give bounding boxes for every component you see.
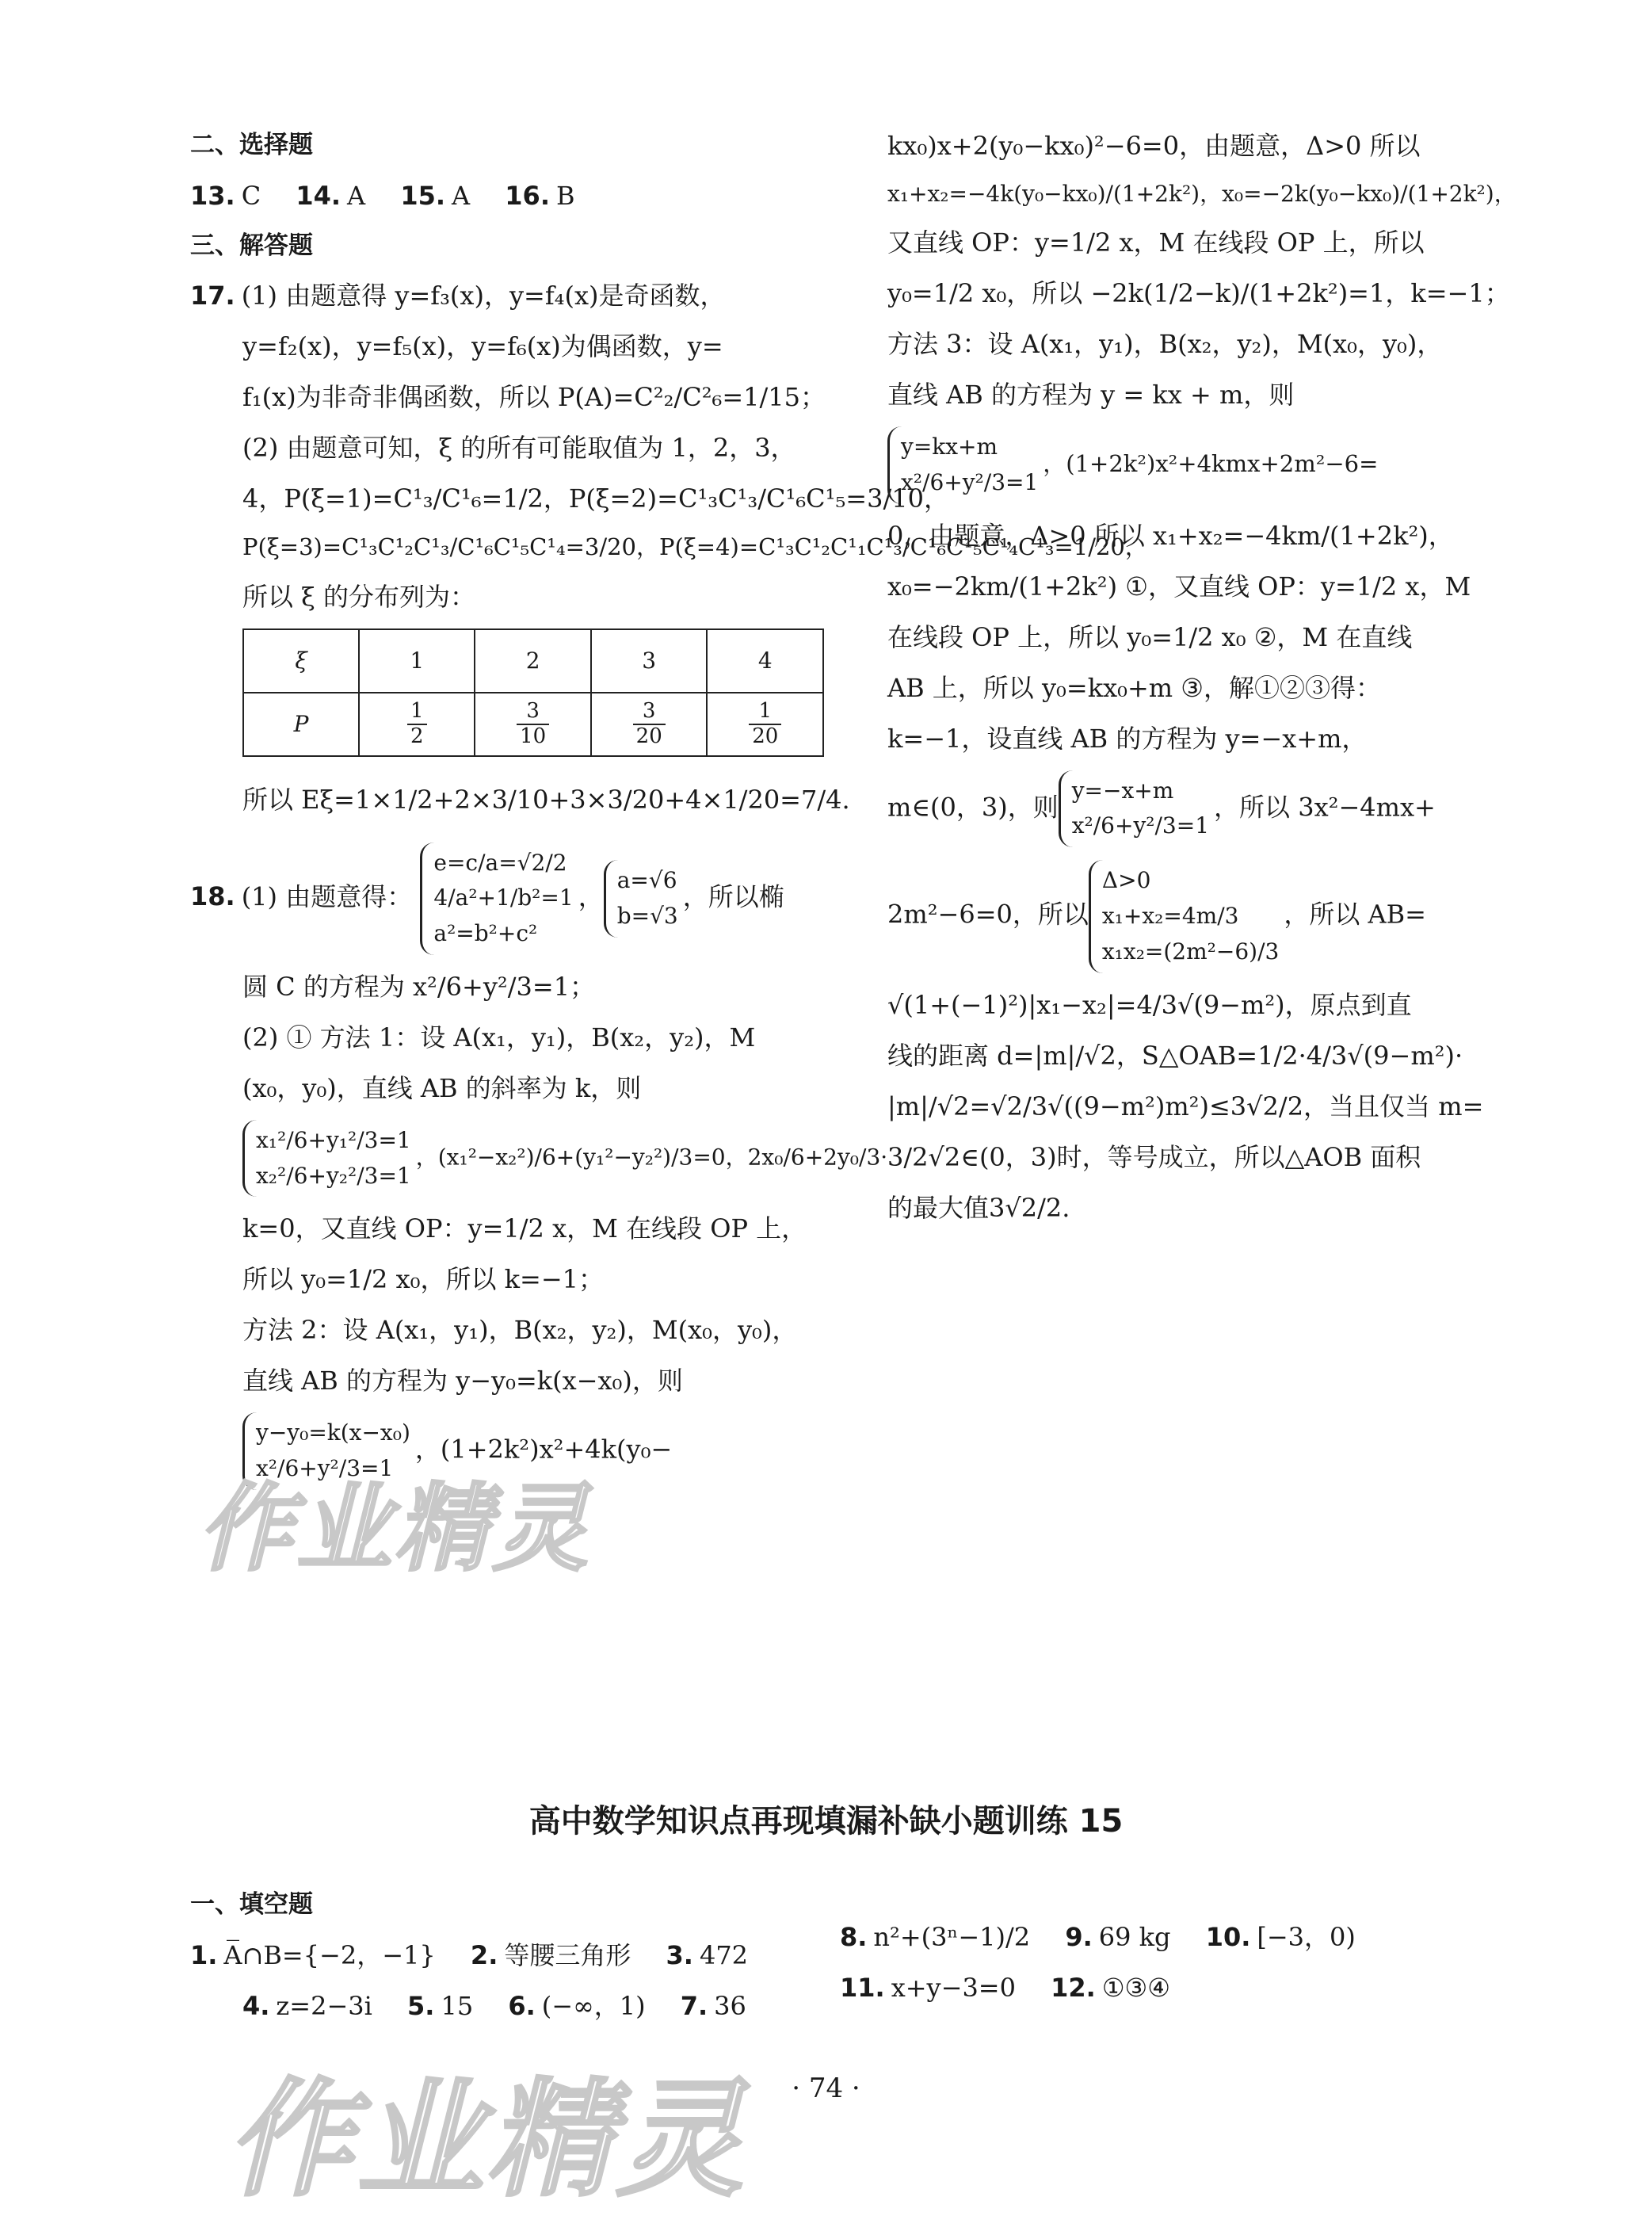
equation-system xyxy=(242,1120,411,1198)
denominator: 20 xyxy=(635,724,662,748)
q17-line: 所以 ξ 的分布列为： xyxy=(242,581,475,612)
right-line: 又直线 OP：y=1/2 x，M 在线段 OP 上，所以 xyxy=(887,227,1425,258)
equation: x₁²/6+y₁²/3=1 xyxy=(256,1126,411,1153)
equation: y−y₀=k(x−x₀) xyxy=(256,1419,410,1446)
answer-value: A̅∩B={−2，−1} xyxy=(223,1939,436,1970)
right-line: 0，由题意，Δ>0 所以 x₁+x₂=−4km/(1+2k²)， xyxy=(887,520,1454,551)
answer-number: 7. xyxy=(680,1990,708,2021)
q18-number: 18. xyxy=(190,881,235,912)
right-line: 线的距离 d=|m|/√2，S△OAB=1/2·4/3√(9−m²)· xyxy=(887,1040,1463,1071)
right-line: AB 上，所以 y₀=kx₀+m ③，解①②③得： xyxy=(887,672,1381,703)
answer-value: 472 xyxy=(699,1939,749,1970)
equation: x²/6+y²/3=1 xyxy=(1071,812,1210,839)
right-line: |m|/√2=√2/3√((9−m²)m²)≤3√2/2，当且仅当 m= xyxy=(887,1091,1484,1121)
q17-number: 17. xyxy=(190,281,235,311)
answer-number: 4. xyxy=(242,1990,270,2021)
answer-value: n²+(3ⁿ−1)/2 xyxy=(873,1922,1031,1952)
q17-expectation: 所以 Eξ=1×1/2+2×3/10+3×3/20+4×1/20=7/4. xyxy=(242,784,850,815)
equation: a=√6 xyxy=(616,866,677,893)
table-row xyxy=(243,629,823,693)
q18-line: 18. (1) 由题意得： e=c/a=√2/2 4/a²+1/b²=1 a²=b²+c² ， a=√6 b=√3 ，所以椭 xyxy=(190,842,824,955)
distribution-table xyxy=(242,628,824,757)
method1-text: ，(x₁²−x₂²)/6+(y₁²−y₂²)/3=0，2x₀/6+2y₀/3· xyxy=(415,1144,888,1171)
answer-value: A xyxy=(347,180,366,211)
table-header-cell: 2 xyxy=(475,629,591,693)
equation: x₁x₂=(2m²−6)/3 xyxy=(1101,938,1280,965)
answer-number: 6. xyxy=(508,1990,536,2021)
answer-number: 3. xyxy=(666,1939,693,1970)
q18-text: ，所以椭 xyxy=(682,881,784,912)
equation-system xyxy=(887,426,1038,504)
answer-number: 10. xyxy=(1205,1922,1251,1952)
right-line: 的最大值3√2/2. xyxy=(887,1192,1070,1223)
method2-line: 直线 AB 的方程为 y−y₀=k(x−x₀)，则 xyxy=(242,1366,683,1396)
answer-number: 11. xyxy=(840,1973,885,2003)
table-header-cell: 4 xyxy=(707,629,823,693)
q18-line: 圆 C 的方程为 x²/6+y²/3=1； xyxy=(242,971,596,1002)
solve-heading: 三、解答题 xyxy=(190,231,313,260)
equation: a²=b²+c² xyxy=(433,920,538,947)
method2-line xyxy=(190,1412,824,1490)
choice-heading: 二、选择题 xyxy=(190,131,313,159)
method1-line: k=0，又直线 OP：y=1/2 x，M 在线段 OP 上， xyxy=(242,1213,807,1244)
table-cell xyxy=(359,693,475,756)
q18-line: (2) ① 方法 1：设 A(x₁，y₁)，B(x₂，y₂)，M xyxy=(242,1022,756,1053)
numerator: 3 xyxy=(517,700,549,725)
right-line: 3/2√2∈(0，3)时，等号成立，所以△AOB 面积 xyxy=(887,1141,1421,1172)
denominator: 10 xyxy=(520,724,547,748)
right-line: kx₀)x+2(y₀−kx₀)²−6=0，由题意，Δ>0 所以 xyxy=(887,131,1421,161)
answer-value: 等腰三角形 xyxy=(504,1939,631,1970)
equation: x₁+x₂=4m/3 xyxy=(1101,902,1239,929)
numerator: 1 xyxy=(407,700,427,725)
answer-number: 15. xyxy=(400,180,445,211)
right-line: 方法 3：设 A(x₁，y₁)，B(x₂，y₂)，M(x₀，y₀)， xyxy=(887,329,1443,359)
answer-number: 16. xyxy=(505,180,550,211)
answer-value: 69 kg xyxy=(1098,1922,1171,1952)
method2-line: 方法 2：设 A(x₁，y₁)，B(x₂，y₂)，M(x₀，y₀)， xyxy=(242,1315,798,1346)
method3-text: ，(1+2k²)x²+4kmx+2m²−6= xyxy=(1043,449,1379,477)
q17-line: f₁(x)为非奇非偶函数，所以 P(A)=C²₂/C²₆=1/15； xyxy=(242,382,826,412)
method5-line xyxy=(887,860,1474,972)
table-cell xyxy=(707,693,823,756)
answer-number: 9. xyxy=(1065,1922,1093,1952)
answer-number: 2. xyxy=(470,1939,498,1970)
equation: e=c/a=√2/2 xyxy=(433,849,567,876)
method4-text: ，所以 3x²−4mx+ xyxy=(1214,791,1436,822)
method3-line xyxy=(887,426,1474,504)
right-line: y₀=1/2 x₀，所以 −2k(1/2−k)/(1+2k²)=1，k=−1； xyxy=(887,278,1510,308)
table-header-cell: 1 xyxy=(359,629,475,693)
method1-line xyxy=(190,1120,888,1198)
equation-system xyxy=(420,842,573,955)
q17-text: (1) 由题意得 y=f₃(x)，y=f₄(x)是奇函数， xyxy=(241,281,726,311)
right-line: 直线 AB 的方程为 y = kx + m，则 xyxy=(887,380,1295,410)
equation-system xyxy=(604,860,678,938)
answer-number: 5. xyxy=(407,1990,435,2021)
equation-system xyxy=(1089,860,1279,972)
denominator: 20 xyxy=(752,724,779,748)
right-line: √(1+(−1)²)|x₁−x₂|=4/3√(9−m²)，原点到直 xyxy=(887,989,1412,1020)
answer-value: ①③④ xyxy=(1101,1973,1170,2003)
fill-answers-row xyxy=(190,1936,824,1974)
fill-in-left xyxy=(190,1886,824,2038)
method5-text: 2m²−6=0，所以 xyxy=(887,899,1089,930)
answer-number: 1. xyxy=(190,1939,218,1970)
q17-line: y=f₂(x)，y=f₅(x)，y=f₆(x)为偶函数，y= xyxy=(242,331,723,361)
method4-line xyxy=(887,770,1474,848)
denominator: 2 xyxy=(410,724,424,748)
equation: x₂²/6+y₂²/3=1 xyxy=(256,1162,411,1189)
equation-system xyxy=(1059,770,1209,848)
q17-line xyxy=(190,277,824,315)
equation: x²/6+y²/3=1 xyxy=(256,1455,394,1482)
fill-answers-row xyxy=(190,1987,824,2025)
right-line: 在线段 OP 上，所以 y₀=1/2 x₀ ②，M 在直线 xyxy=(887,621,1413,652)
right-column xyxy=(887,127,1517,1240)
fill-answers-row xyxy=(840,1918,1474,1956)
equation: y=kx+m xyxy=(901,434,998,460)
watermark: 作业精灵 xyxy=(219,2065,776,2214)
q18-line: (x₀，y₀)，直线 AB 的斜率为 k，则 xyxy=(242,1072,642,1103)
answer-value: B xyxy=(555,180,575,211)
page-number: · 74 · xyxy=(792,2073,860,2104)
q18-intro: (1) 由题意得： xyxy=(241,881,413,912)
answer-number: 12. xyxy=(1051,1973,1096,2003)
table-cell xyxy=(591,693,708,756)
answer-value: x+y−3=0 xyxy=(891,1973,1016,2003)
answer-value: 15 xyxy=(441,1990,474,2021)
answer-value: [−3，0) xyxy=(1257,1922,1356,1952)
fill-heading: 一、填空题 xyxy=(190,1890,313,1919)
q17-line: (2) 由题意可知，ξ 的所有可能取值为 1，2，3， xyxy=(242,433,796,463)
section-title: 高中数学知识点再现填漏补缺小题训练 15 xyxy=(528,1803,1124,1840)
right-line: x₀=−2km/(1+2k²) ①，又直线 OP：y=1/2 x，M xyxy=(887,571,1471,602)
answer-value: A xyxy=(452,180,471,211)
q17-line: P(ξ=3)=C¹₃C¹₂C¹₃/C¹₆C¹₅C¹₄=3/20，P(ξ=4)=C¹₃C¹₂C¹₁C¹₃/C¹₆C¹₅C¹₄C¹₃=1/20， xyxy=(242,533,1148,560)
table-row-label: P xyxy=(243,693,359,756)
q17-line: 4，P(ξ=1)=C¹₃/C¹₆=1/2，P(ξ=2)=C¹₃C¹₃/C¹₆C¹₅=3/10， xyxy=(242,483,949,514)
method4-text: m∈(0，3)，则 xyxy=(887,791,1059,822)
equation: Δ>0 xyxy=(1101,867,1151,894)
method2-text: ，(1+2k²)x²+4k(y₀− xyxy=(414,1434,673,1465)
answer-value: C xyxy=(241,180,261,211)
answer-number: 8. xyxy=(840,1922,868,1952)
numerator: 1 xyxy=(749,700,781,725)
equation-system xyxy=(242,1412,410,1490)
answer-value: z=2−3i xyxy=(276,1990,372,2021)
watermark: 作业精灵 xyxy=(192,1474,613,1584)
equation: y=−x+m xyxy=(1071,777,1174,804)
right-line: k=−1，设直线 AB 的方程为 y=−x+m， xyxy=(887,723,1368,754)
table-header-label: ξ xyxy=(243,629,359,693)
equation: x²/6+y²/3=1 xyxy=(901,468,1039,495)
numerator: 3 xyxy=(633,700,666,725)
answer-value: 36 xyxy=(714,1990,746,2021)
method5-text: ，所以 AB= xyxy=(1284,899,1426,930)
fill-answers-row xyxy=(840,1969,1474,2007)
fill-in-right xyxy=(840,1918,1474,2019)
answer-number: 14. xyxy=(296,180,341,211)
answer-number: 13. xyxy=(190,180,235,211)
method1-line: 所以 y₀=1/2 x₀，所以 k=−1； xyxy=(242,1264,604,1295)
answer-value: (−∞，1) xyxy=(541,1990,646,2021)
table-cell xyxy=(475,693,591,756)
right-line: x₁+x₂=−4k(y₀−kx₀)/(1+2k²)，x₀=−2k(y₀−kx₀)/(1+2k²)， xyxy=(887,181,1517,207)
equation: 4/a²+1/b²=1 xyxy=(433,884,574,911)
table-row xyxy=(243,693,823,756)
table-header-cell: 3 xyxy=(591,629,708,693)
choice-answers xyxy=(190,177,824,215)
equation: b=√3 xyxy=(616,902,678,929)
